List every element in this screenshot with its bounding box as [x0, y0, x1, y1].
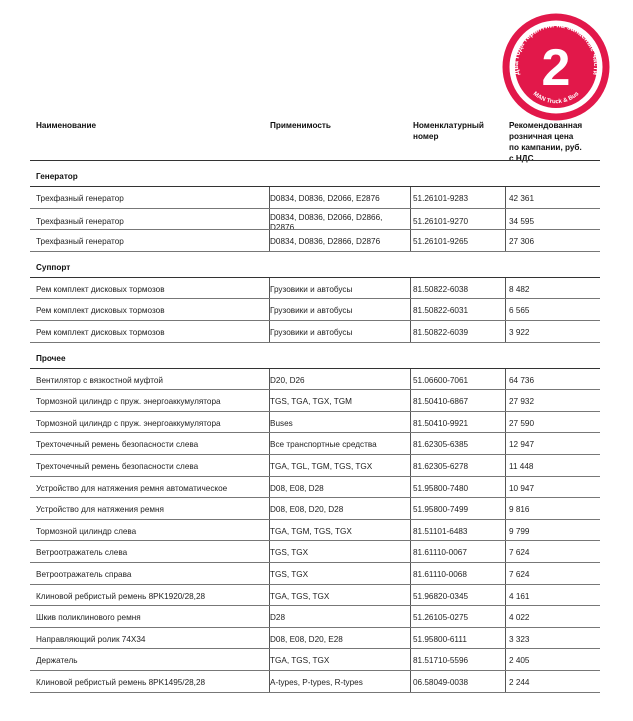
item-price: 3 922: [509, 328, 530, 337]
column-separator: [269, 455, 270, 476]
column-separator: [269, 390, 270, 411]
row-divider: [30, 454, 600, 455]
table-row: [30, 212, 600, 232]
column-separator: [410, 230, 411, 251]
item-part-number: 81.50410-6867: [413, 397, 469, 407]
badge-brand: MAN Truck & Bus: [531, 90, 581, 106]
column-separator: [505, 433, 506, 454]
row-divider: [30, 540, 600, 541]
column-separator: [505, 585, 506, 606]
applicability-line: Грузовики и автобусы: [270, 328, 353, 337]
applicability-line: D0834, D0836, D2866, D2876: [270, 237, 381, 247]
column-separator: [505, 628, 506, 649]
item-price: 7 624: [509, 548, 530, 558]
column-separator: [410, 671, 411, 692]
column-separator: [410, 455, 411, 476]
item-part-number: 81.51710-5596: [413, 656, 469, 666]
item-price: 2 244: [509, 678, 530, 687]
item-price: 27 932: [509, 397, 535, 407]
item-part-number: 51.26105-0275: [413, 613, 469, 623]
item-applicability: [270, 237, 413, 247]
item-price: 34 595: [509, 216, 535, 226]
row-divider: [30, 692, 600, 693]
column-separator: [410, 585, 411, 606]
item-price: 8 482: [509, 284, 530, 294]
item-applicability: [270, 548, 413, 558]
item-part-number: 81.51101-6483: [413, 526, 468, 536]
item-part-number: 81.50410-9921: [413, 418, 469, 428]
item-price: 2 405: [509, 656, 530, 666]
column-separator: [269, 187, 270, 208]
applicability-line: TGA, TGL, TGM, TGS, TGX: [270, 462, 373, 471]
item-name: Трехфазный генератор: [36, 216, 124, 226]
column-separator: [269, 321, 270, 342]
item-part-number: 06.58049-0038: [413, 678, 469, 687]
row-divider: [30, 208, 600, 209]
column-separator: [505, 187, 506, 208]
item-applicability: [270, 440, 413, 450]
applicability-line: D20, D26: [270, 375, 305, 385]
row-divider: [30, 562, 600, 563]
column-separator: [269, 498, 270, 519]
applicability-line: D08, E08, D20, E28: [270, 634, 343, 644]
row-divider: [30, 229, 600, 230]
item-name: Клиновой ребристый ремень 8PK1495/28,28: [36, 678, 206, 687]
row-divider: [30, 432, 600, 433]
item-name: Клиновой ребристый ремень 8PK1920/28,28: [36, 591, 206, 601]
row-divider: [30, 342, 600, 343]
item-applicability: [270, 285, 413, 295]
item-part-number: 51.95800-7499: [413, 505, 469, 515]
column-separator: [269, 278, 270, 299]
item-applicability: [270, 397, 413, 407]
column-separator: [269, 563, 270, 584]
row-divider: [30, 411, 600, 412]
price-header-line: с НДС: [509, 154, 534, 163]
item-price: 42 361: [509, 194, 535, 203]
column-separator: [410, 649, 411, 670]
column-separator: [505, 671, 506, 692]
section-title: Суппорт: [36, 262, 71, 272]
item-name: Трехточечный ремень безопасности слева: [36, 440, 199, 450]
section-divider: [30, 186, 600, 187]
column-separator: [410, 433, 411, 454]
applicability-line: D0834, D0836, D2066, D2866,: [270, 212, 383, 222]
column-separator: [269, 520, 270, 541]
row-divider: [30, 251, 600, 252]
item-name: Шкив поликлинового ремня: [36, 613, 141, 623]
column-separator: [410, 321, 411, 342]
column-separator: [505, 563, 506, 584]
column-separator: [269, 209, 270, 230]
item-name: Рем комплект дисковых тормозов: [36, 328, 165, 337]
column-separator: [505, 412, 506, 433]
item-price: 27 306: [509, 237, 535, 247]
applicability-line: D2876: [270, 222, 295, 232]
part-number-header-line: Номенклатурный: [413, 121, 484, 130]
applicability-line: D08, E08, D20, D28: [270, 505, 344, 515]
column-separator: [410, 477, 411, 498]
row-divider: [30, 389, 600, 390]
column-separator: [410, 563, 411, 584]
item-part-number: 81.50822-6039: [413, 328, 469, 337]
item-applicability: [270, 570, 413, 580]
item-applicability: [270, 656, 413, 666]
column-separator: [410, 498, 411, 519]
part-number-header-line: номер: [413, 132, 439, 141]
column-separator: [410, 278, 411, 299]
applicability-line: Buses: [270, 418, 293, 428]
item-part-number: 51.96820-0345: [413, 591, 469, 601]
applicability-line: Грузовики и автобусы: [270, 284, 353, 294]
item-applicability: [270, 328, 413, 338]
row-divider: [30, 584, 600, 585]
item-part-number: 51.95800-7480: [413, 483, 469, 493]
row-divider: [30, 670, 600, 671]
item-price: 4 022: [509, 613, 530, 623]
column-separator: [505, 520, 506, 541]
column-separator: [410, 412, 411, 433]
column-separator: [505, 541, 506, 562]
item-name: Устройство для натяжения ремня автоматическое: [36, 483, 228, 493]
item-applicability: [270, 613, 413, 623]
section-divider: [30, 368, 600, 369]
column-separator: [410, 541, 411, 562]
item-name: Трехфазный генератор: [36, 237, 124, 247]
item-price: 9 816: [509, 505, 530, 515]
item-price: 9 799: [509, 526, 530, 536]
column-separator: [410, 209, 411, 230]
item-name: Рем комплект дисковых тормозов: [36, 284, 165, 294]
item-price: 4 161: [509, 591, 530, 601]
badge-arc-text: Два года гарантии на запасные части: [510, 20, 602, 77]
column-separator: [505, 321, 506, 342]
item-name: Вентилятор с вязкостной муфтой: [36, 375, 163, 385]
column-separator: [410, 520, 411, 541]
row-divider: [30, 627, 600, 628]
applicability-line: Грузовики и автобусы: [270, 306, 353, 316]
item-name: Устройство для натяжения ремня: [36, 505, 164, 515]
row-divider: [30, 476, 600, 477]
column-separator: [269, 369, 270, 390]
column-separator: [410, 606, 411, 627]
applicability-line: D0834, D0836, D2066, E2876: [270, 194, 380, 203]
section-title: Генератор: [36, 172, 78, 181]
column-separator: [505, 299, 506, 320]
column-separator: [269, 230, 270, 251]
applicability-line: TGS, TGX: [270, 570, 309, 579]
applicability-line: D08, E08, D28: [270, 483, 324, 493]
item-name: Держатель: [36, 656, 78, 666]
row-divider: [30, 497, 600, 498]
item-part-number: 81.61110-0067: [413, 548, 467, 558]
column-separator: [269, 477, 270, 498]
item-applicability: [270, 505, 413, 515]
item-part-number: 51.26101-9283: [413, 194, 469, 203]
column-separator: [269, 299, 270, 320]
applicability-line: TGA, TGS, TGX: [270, 591, 330, 601]
column-separator: [505, 498, 506, 519]
item-part-number: 51.26101-9265: [413, 237, 469, 247]
item-part-number: 81.62305-6385: [413, 440, 469, 450]
item-applicability: [270, 194, 413, 204]
column-separator: [269, 606, 270, 627]
item-applicability: [270, 527, 413, 537]
item-part-number: 81.61110-0068: [413, 570, 467, 579]
item-part-number: 51.26101-9270: [413, 216, 469, 226]
item-price: 11 448: [509, 462, 534, 471]
item-applicability: [270, 462, 413, 472]
item-part-number: 81.50822-6038: [413, 284, 469, 294]
column-separator: [505, 455, 506, 476]
row-divider: [30, 648, 600, 649]
row-divider: [30, 320, 600, 321]
item-name: Трехфазный генератор: [36, 194, 124, 203]
item-applicability: [270, 419, 413, 429]
applicability-line: TGS, TGX: [270, 548, 309, 558]
row-divider: [30, 605, 600, 606]
item-name: Ветроотражатель справа: [36, 570, 132, 579]
item-part-number: 51.95800-6111: [413, 634, 467, 644]
item-name: Направляющий ролик 74X34: [36, 634, 146, 644]
price-header-line: по кампании, руб.: [509, 143, 582, 152]
item-part-number: 51.06600-7061: [413, 375, 469, 385]
column-separator: [505, 649, 506, 670]
item-price: 7 624: [509, 570, 530, 579]
section-divider: [30, 277, 600, 278]
column-separator: [269, 671, 270, 692]
applicability-line: A-types, P-types, R-types: [270, 678, 363, 687]
row-divider: [30, 519, 600, 520]
column-separator: [269, 412, 270, 433]
item-name: Тормозной цилиндр слева: [36, 526, 137, 536]
column-separator: [410, 628, 411, 649]
badge-number: 2: [541, 39, 571, 97]
applicability-line: TGA, TGM, TGS, TGX: [270, 526, 352, 536]
item-name: Тормозной цилиндр с пруж. энергоаккумулятора: [36, 418, 221, 428]
item-applicability: [270, 484, 413, 494]
item-price: 10 947: [509, 483, 535, 493]
column-separator: [269, 433, 270, 454]
item-name: Ветроотражатель слева: [36, 548, 128, 558]
item-name: Рем комплект дисковых тормозов: [36, 306, 165, 316]
item-applicability: [270, 678, 413, 688]
column-separator: [269, 585, 270, 606]
column-header-part-number: [413, 120, 503, 142]
column-separator: [505, 230, 506, 251]
applicability-line: Все транспортные средства: [270, 440, 377, 450]
item-price: 12 947: [509, 440, 535, 450]
item-price: 3 323: [509, 634, 530, 644]
item-price: 64 736: [509, 375, 535, 385]
column-separator: [410, 299, 411, 320]
item-name: Трехточечный ремень безопасности слева: [36, 462, 199, 471]
warranty-badge: [501, 12, 611, 122]
column-header-price: [509, 120, 619, 164]
column-header-name: Наименование: [36, 121, 97, 130]
column-separator: [505, 390, 506, 411]
column-separator: [269, 628, 270, 649]
column-separator: [505, 278, 506, 299]
column-separator: [505, 606, 506, 627]
item-applicability: [270, 306, 413, 316]
column-separator: [505, 369, 506, 390]
applicability-line: D28: [270, 613, 286, 623]
item-applicability: [270, 592, 413, 602]
column-separator: [269, 541, 270, 562]
item-price: 27 590: [509, 418, 535, 428]
applicability-line: TGS, TGA, TGX, TGM: [270, 397, 352, 407]
applicability-line: TGA, TGS, TGX: [270, 656, 330, 666]
column-separator: [505, 209, 506, 230]
header-divider: [30, 160, 600, 161]
column-separator: [269, 649, 270, 670]
section-title: Прочее: [36, 353, 66, 363]
price-header-line: розничная цена: [509, 132, 574, 141]
row-divider: [30, 298, 600, 299]
item-applicability: [270, 376, 413, 386]
item-price: 6 565: [509, 306, 530, 316]
item-part-number: 81.50822-6031: [413, 306, 469, 316]
column-separator: [410, 187, 411, 208]
item-applicability: [270, 635, 413, 645]
column-separator: [410, 369, 411, 390]
column-header-applicability: Применимость: [270, 121, 331, 130]
item-part-number: 81.62305-6278: [413, 462, 469, 471]
item-name: Тормозной цилиндр с пруж. энергоаккумулятора: [36, 397, 221, 407]
price-header-line: Рекомендованная: [509, 121, 583, 130]
column-separator: [505, 477, 506, 498]
column-separator: [410, 390, 411, 411]
